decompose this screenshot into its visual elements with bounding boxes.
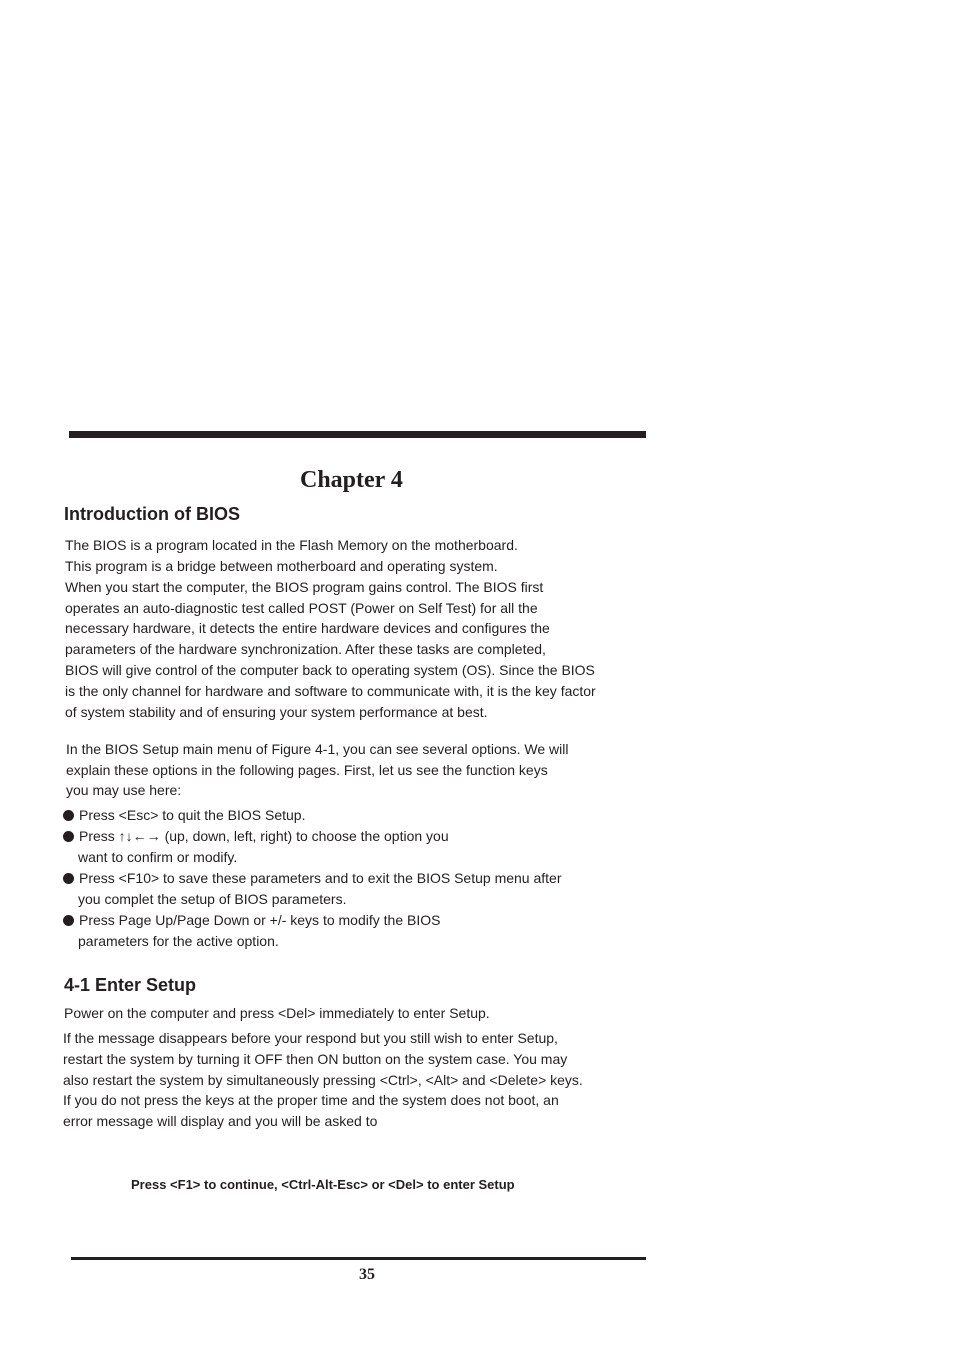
setup-prompt: Press <F1> to continue, <Ctrl-Alt-Esc> or <Del> to enter Setup [131,1177,515,1192]
chapter-title: Chapter 4 [300,467,403,493]
intro-heading: Introduction of BIOS [64,504,240,524]
bullet-text: Press ↑↓←→ (up, down, left, right) to choose the option you [79,828,449,844]
intro-line: The BIOS is a program located in the Flash Memory on the motherboard. [65,537,518,553]
intro-para2-line: you may use here: [66,782,182,798]
intro-line: When you start the computer, the BIOS program gains control. The BIOS first [65,579,544,595]
intro-para2-line: explain these options in the following pages. First, let us see the function keys [66,762,548,778]
bullet-item [63,910,440,931]
bullet-item [63,805,305,826]
setup-line: Power on the computer and press <Del> immediately to enter Setup. [64,1005,490,1021]
intro-line: parameters of the hardware synchronization. After these tasks are completed, [65,641,546,657]
intro-line: This program is a bridge between motherboard and operating system. [65,558,498,574]
setup-line: error message will display and you will be asked to [63,1113,378,1129]
bullet-continuation: parameters for the active option. [78,933,279,949]
setup-line: restart the system by turning it OFF then ON button on the system case. You may [63,1051,568,1067]
setup-line: also restart the system by simultaneously pressing <Ctrl>, <Alt> and <Delete> keys. [63,1072,583,1088]
setup-heading: 4-1 Enter Setup [64,975,197,995]
bullet-text: Press <Esc> to quit the BIOS Setup. [79,807,306,823]
top-rule [69,431,646,438]
intro-line: is the only channel for hardware and software to communicate with, it is the key factor [65,683,596,699]
bullet-dot-icon [63,831,74,842]
page-number: 35 [359,1266,375,1283]
bullet-text: Press <F10> to save these parameters and to exit the BIOS Setup menu after [79,870,562,886]
bullet-dot-icon [63,915,74,926]
bullet-text: Press Page Up/Page Down or +/- keys to modify the BIOS [79,912,441,928]
bullet-dot-icon [63,810,74,821]
bullet-continuation: you complet the setup of BIOS parameters. [78,891,347,907]
intro-line: operates an auto-diagnostic test called POST (Power on Self Test) for all the [65,600,538,616]
bullet-continuation: want to confirm or modify. [78,849,238,865]
bullet-dot-icon [63,873,74,884]
intro-line: of system stability and of ensuring your system performance at best. [65,704,488,720]
intro-para2-line: In the BIOS Setup main menu of Figure 4-1, you can see several options. We will [66,741,569,757]
intro-line: BIOS will give control of the computer back to operating system (OS). Since the BIOS [65,662,595,678]
setup-line: If the message disappears before your respond but you still wish to enter Setup, [63,1030,558,1046]
bottom-rule [71,1257,646,1260]
intro-line: necessary hardware, it detects the entire hardware devices and configures the [65,620,550,636]
setup-line: If you do not press the keys at the proper time and the system does not boot, an [63,1092,559,1108]
bullet-item [63,868,562,889]
bullet-item [63,826,449,847]
